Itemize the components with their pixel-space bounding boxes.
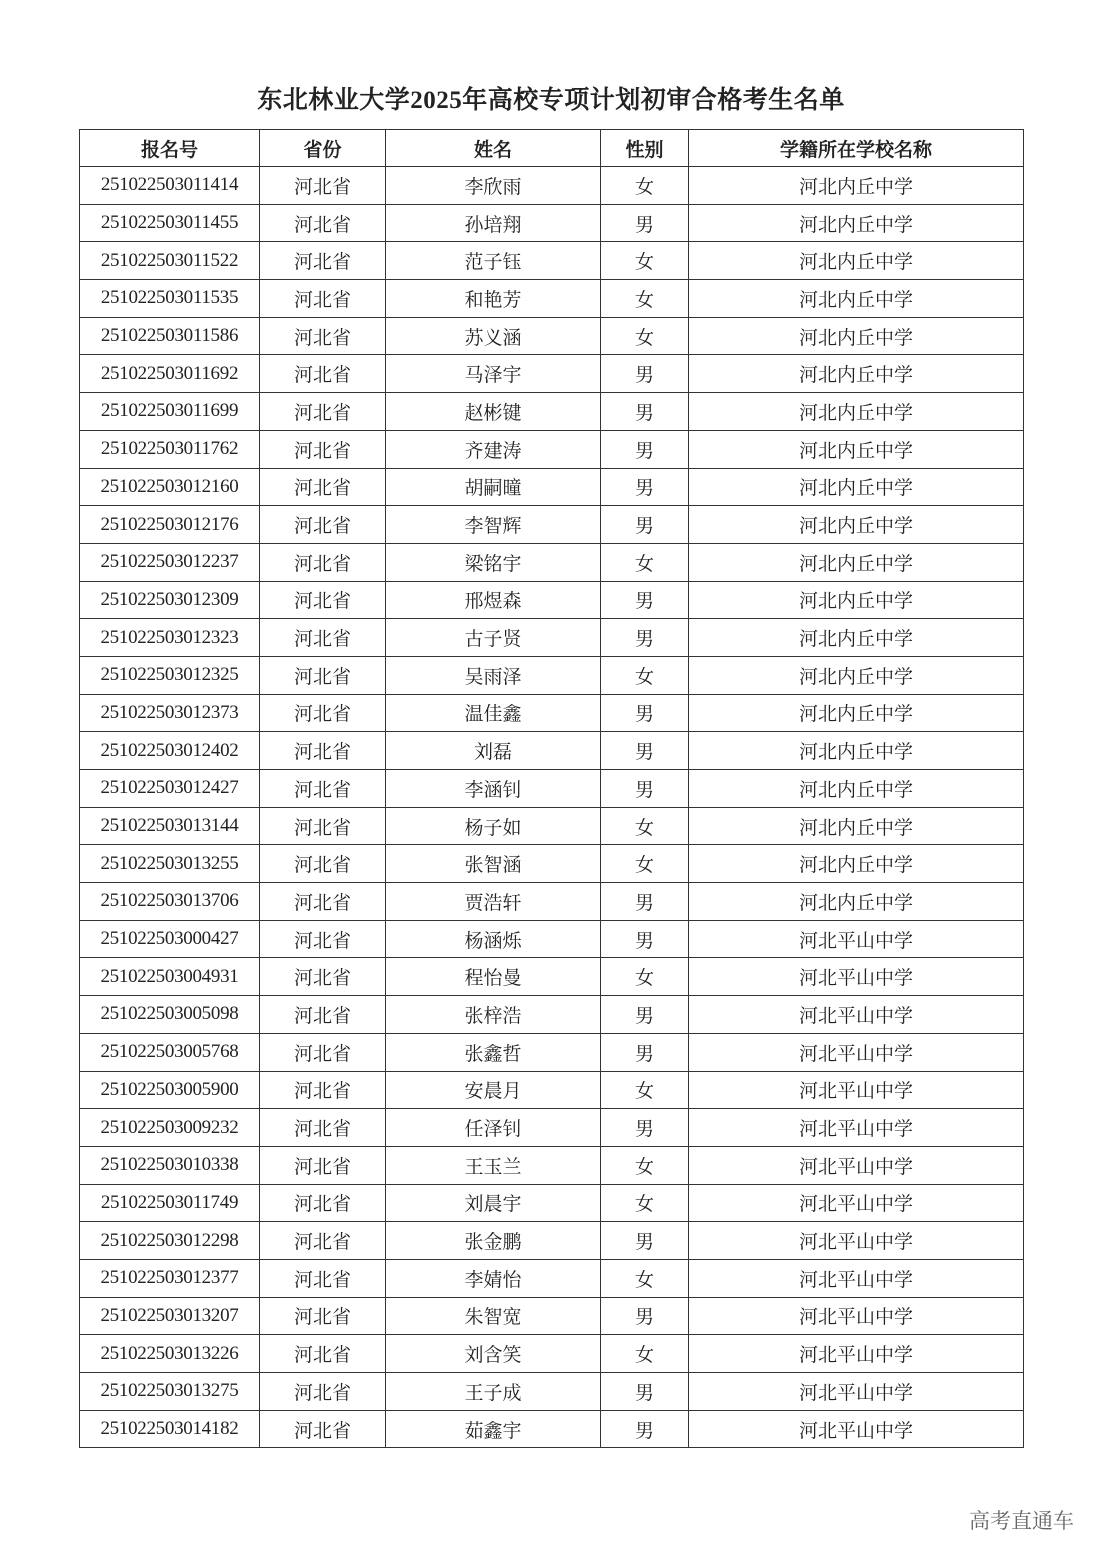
registration-number-cell: 251022503012298 <box>80 1222 260 1260</box>
province-cell: 河北省 <box>260 1222 386 1260</box>
school-cell: 河北平山中学 <box>689 1222 1024 1260</box>
gender-cell: 男 <box>601 430 689 468</box>
table-row <box>80 807 1024 845</box>
table-row <box>80 1373 1024 1411</box>
name-cell: 赵彬键 <box>386 393 601 431</box>
province-cell: 河北省 <box>260 506 386 544</box>
name-cell: 贾浩轩 <box>386 883 601 921</box>
registration-number-cell: 251022503012427 <box>80 770 260 808</box>
province-cell: 河北省 <box>260 732 386 770</box>
header-gender: 性别 <box>601 130 689 167</box>
gender-cell: 男 <box>601 1373 689 1411</box>
registration-number-cell: 251022503012160 <box>80 468 260 506</box>
registration-number-cell: 251022503012325 <box>80 656 260 694</box>
table-row <box>80 280 1024 318</box>
school-cell: 河北内丘中学 <box>689 242 1024 280</box>
registration-number-cell: 251022503005900 <box>80 1071 260 1109</box>
registration-number-cell: 251022503010338 <box>80 1146 260 1184</box>
registration-number-cell: 251022503011586 <box>80 317 260 355</box>
province-cell: 河北省 <box>260 1071 386 1109</box>
registration-number-cell: 251022503012309 <box>80 581 260 619</box>
registration-number-cell: 251022503012323 <box>80 619 260 657</box>
school-cell: 河北平山中学 <box>689 1109 1024 1147</box>
table-row <box>80 167 1024 205</box>
gender-cell: 女 <box>601 167 689 205</box>
table-row <box>80 430 1024 468</box>
province-cell: 河北省 <box>260 1146 386 1184</box>
name-cell: 梁铭宇 <box>386 543 601 581</box>
school-cell: 河北平山中学 <box>689 1410 1024 1448</box>
school-cell: 河北内丘中学 <box>689 694 1024 732</box>
registration-number-cell: 251022503011762 <box>80 430 260 468</box>
school-cell: 河北内丘中学 <box>689 845 1024 883</box>
province-cell: 河北省 <box>260 619 386 657</box>
table-row <box>80 1071 1024 1109</box>
province-cell: 河北省 <box>260 1033 386 1071</box>
school-cell: 河北内丘中学 <box>689 732 1024 770</box>
school-cell: 河北平山中学 <box>689 1071 1024 1109</box>
province-cell: 河北省 <box>260 656 386 694</box>
province-cell: 河北省 <box>260 845 386 883</box>
name-cell: 李欣雨 <box>386 167 601 205</box>
name-cell: 张金鹏 <box>386 1222 601 1260</box>
province-cell: 河北省 <box>260 543 386 581</box>
gender-cell: 女 <box>601 656 689 694</box>
table-row <box>80 204 1024 242</box>
school-cell: 河北内丘中学 <box>689 355 1024 393</box>
province-cell: 河北省 <box>260 468 386 506</box>
registration-number-cell: 251022503005098 <box>80 996 260 1034</box>
school-cell: 河北平山中学 <box>689 996 1024 1034</box>
school-cell: 河北内丘中学 <box>689 619 1024 657</box>
registration-number-cell: 251022503011749 <box>80 1184 260 1222</box>
province-cell: 河北省 <box>260 1335 386 1373</box>
name-cell: 杨子如 <box>386 807 601 845</box>
table-row <box>80 581 1024 619</box>
table-body <box>80 167 1024 1448</box>
header-school: 学籍所在学校名称 <box>689 130 1024 167</box>
school-cell: 河北内丘中学 <box>689 506 1024 544</box>
gender-cell: 男 <box>601 506 689 544</box>
province-cell: 河北省 <box>260 355 386 393</box>
registration-number-cell: 251022503004931 <box>80 958 260 996</box>
gender-cell: 女 <box>601 958 689 996</box>
registration-number-cell: 251022503000427 <box>80 920 260 958</box>
name-cell: 张鑫哲 <box>386 1033 601 1071</box>
name-cell: 和艳芳 <box>386 280 601 318</box>
gender-cell: 男 <box>601 393 689 431</box>
table-row <box>80 920 1024 958</box>
name-cell: 王子成 <box>386 1373 601 1411</box>
name-cell: 范子钰 <box>386 242 601 280</box>
table-row <box>80 732 1024 770</box>
school-cell: 河北平山中学 <box>689 1184 1024 1222</box>
province-cell: 河北省 <box>260 1373 386 1411</box>
table-row <box>80 317 1024 355</box>
school-cell: 河北内丘中学 <box>689 770 1024 808</box>
province-cell: 河北省 <box>260 1109 386 1147</box>
school-cell: 河北平山中学 <box>689 920 1024 958</box>
table-row <box>80 883 1024 921</box>
name-cell: 齐建涛 <box>386 430 601 468</box>
registration-number-cell: 251022503012402 <box>80 732 260 770</box>
registration-number-cell: 251022503013144 <box>80 807 260 845</box>
name-cell: 马泽宇 <box>386 355 601 393</box>
registration-number-cell: 251022503009232 <box>80 1109 260 1147</box>
registration-number-cell: 251022503011414 <box>80 167 260 205</box>
province-cell: 河北省 <box>260 1410 386 1448</box>
gender-cell: 男 <box>601 732 689 770</box>
name-cell: 王玉兰 <box>386 1146 601 1184</box>
gender-cell: 女 <box>601 242 689 280</box>
registration-number-cell: 251022503012176 <box>80 506 260 544</box>
province-cell: 河北省 <box>260 204 386 242</box>
school-cell: 河北内丘中学 <box>689 581 1024 619</box>
province-cell: 河北省 <box>260 167 386 205</box>
school-cell: 河北平山中学 <box>689 958 1024 996</box>
name-cell: 朱智宽 <box>386 1297 601 1335</box>
province-cell: 河北省 <box>260 430 386 468</box>
school-cell: 河北平山中学 <box>689 1335 1024 1373</box>
province-cell: 河北省 <box>260 581 386 619</box>
name-cell: 吴雨泽 <box>386 656 601 694</box>
province-cell: 河北省 <box>260 242 386 280</box>
table-row <box>80 619 1024 657</box>
gender-cell: 女 <box>601 1146 689 1184</box>
gender-cell: 男 <box>601 1222 689 1260</box>
name-cell: 刘含笑 <box>386 1335 601 1373</box>
name-cell: 苏义涵 <box>386 317 601 355</box>
registration-number-cell: 251022503011699 <box>80 393 260 431</box>
school-cell: 河北内丘中学 <box>689 317 1024 355</box>
name-cell: 孙培翔 <box>386 204 601 242</box>
school-cell: 河北内丘中学 <box>689 430 1024 468</box>
registration-number-cell: 251022503012377 <box>80 1259 260 1297</box>
school-cell: 河北内丘中学 <box>689 204 1024 242</box>
school-cell: 河北内丘中学 <box>689 393 1024 431</box>
table-row <box>80 845 1024 883</box>
table-row <box>80 694 1024 732</box>
province-cell: 河北省 <box>260 770 386 808</box>
table-row <box>80 506 1024 544</box>
name-cell: 张智涵 <box>386 845 601 883</box>
gender-cell: 男 <box>601 1410 689 1448</box>
province-cell: 河北省 <box>260 694 386 732</box>
gender-cell: 男 <box>601 1297 689 1335</box>
school-cell: 河北内丘中学 <box>689 543 1024 581</box>
table-row <box>80 1222 1024 1260</box>
registration-number-cell: 251022503014182 <box>80 1410 260 1448</box>
registration-number-cell: 251022503013255 <box>80 845 260 883</box>
gender-cell: 女 <box>601 317 689 355</box>
table-row <box>80 996 1024 1034</box>
table-row <box>80 1259 1024 1297</box>
gender-cell: 男 <box>601 770 689 808</box>
province-cell: 河北省 <box>260 1184 386 1222</box>
table-row <box>80 1033 1024 1071</box>
province-cell: 河北省 <box>260 393 386 431</box>
gender-cell: 男 <box>601 204 689 242</box>
school-cell: 河北内丘中学 <box>689 807 1024 845</box>
gender-cell: 男 <box>601 468 689 506</box>
name-cell: 任泽钊 <box>386 1109 601 1147</box>
registration-number-cell: 251022503012373 <box>80 694 260 732</box>
table-row <box>80 1109 1024 1147</box>
table-row <box>80 393 1024 431</box>
table-row <box>80 770 1024 808</box>
name-cell: 古子贤 <box>386 619 601 657</box>
gender-cell: 男 <box>601 355 689 393</box>
school-cell: 河北内丘中学 <box>689 883 1024 921</box>
table-row <box>80 468 1024 506</box>
table-row <box>80 1146 1024 1184</box>
registration-number-cell: 251022503011455 <box>80 204 260 242</box>
name-cell: 刘磊 <box>386 732 601 770</box>
table-row <box>80 1335 1024 1373</box>
name-cell: 刘晨宇 <box>386 1184 601 1222</box>
gender-cell: 男 <box>601 1033 689 1071</box>
gender-cell: 女 <box>601 1335 689 1373</box>
province-cell: 河北省 <box>260 280 386 318</box>
gender-cell: 女 <box>601 1259 689 1297</box>
gender-cell: 女 <box>601 807 689 845</box>
gender-cell: 女 <box>601 1184 689 1222</box>
school-cell: 河北平山中学 <box>689 1297 1024 1335</box>
school-cell: 河北内丘中学 <box>689 656 1024 694</box>
gender-cell: 男 <box>601 581 689 619</box>
school-cell: 河北平山中学 <box>689 1259 1024 1297</box>
table-row <box>80 242 1024 280</box>
province-cell: 河北省 <box>260 1259 386 1297</box>
registration-number-cell: 251022503005768 <box>80 1033 260 1071</box>
table-row <box>80 958 1024 996</box>
candidate-table <box>79 129 1024 1448</box>
name-cell: 李涵钊 <box>386 770 601 808</box>
gender-cell: 女 <box>601 543 689 581</box>
school-cell: 河北内丘中学 <box>689 468 1024 506</box>
header-registration-number: 报名号 <box>80 130 260 167</box>
gender-cell: 男 <box>601 996 689 1034</box>
province-cell: 河北省 <box>260 317 386 355</box>
table-row <box>80 1297 1024 1335</box>
registration-number-cell: 251022503012237 <box>80 543 260 581</box>
province-cell: 河北省 <box>260 920 386 958</box>
name-cell: 李婧怡 <box>386 1259 601 1297</box>
province-cell: 河北省 <box>260 1297 386 1335</box>
gender-cell: 男 <box>601 883 689 921</box>
table-row <box>80 1410 1024 1448</box>
name-cell: 安晨月 <box>386 1071 601 1109</box>
table-row <box>80 656 1024 694</box>
gender-cell: 男 <box>601 920 689 958</box>
gender-cell: 女 <box>601 845 689 883</box>
header-province: 省份 <box>260 130 386 167</box>
name-cell: 邢煜森 <box>386 581 601 619</box>
table-row <box>80 355 1024 393</box>
province-cell: 河北省 <box>260 807 386 845</box>
registration-number-cell: 251022503011692 <box>80 355 260 393</box>
name-cell: 程怡曼 <box>386 958 601 996</box>
school-cell: 河北平山中学 <box>689 1033 1024 1071</box>
document-title: 东北林业大学2025年高校专项计划初审合格考生名单 <box>257 87 845 114</box>
registration-number-cell: 251022503013207 <box>80 1297 260 1335</box>
name-cell: 张梓浩 <box>386 996 601 1034</box>
registration-number-cell: 251022503013226 <box>80 1335 260 1373</box>
header-name: 姓名 <box>386 130 601 167</box>
gender-cell: 女 <box>601 280 689 318</box>
gender-cell: 男 <box>601 694 689 732</box>
registration-number-cell: 251022503013275 <box>80 1373 260 1411</box>
province-cell: 河北省 <box>260 996 386 1034</box>
name-cell: 温佳鑫 <box>386 694 601 732</box>
province-cell: 河北省 <box>260 883 386 921</box>
table-row <box>80 1184 1024 1222</box>
province-cell: 河北省 <box>260 958 386 996</box>
registration-number-cell: 251022503013706 <box>80 883 260 921</box>
name-cell: 杨涵烁 <box>386 920 601 958</box>
registration-number-cell: 251022503011522 <box>80 242 260 280</box>
gender-cell: 男 <box>601 619 689 657</box>
school-cell: 河北平山中学 <box>689 1373 1024 1411</box>
name-cell: 李智辉 <box>386 506 601 544</box>
name-cell: 茹鑫宇 <box>386 1410 601 1448</box>
registration-number-cell: 251022503011535 <box>80 280 260 318</box>
school-cell: 河北内丘中学 <box>689 280 1024 318</box>
watermark: 高考直通车 <box>969 1509 1074 1533</box>
table-header-row <box>80 130 1024 167</box>
school-cell: 河北平山中学 <box>689 1146 1024 1184</box>
gender-cell: 女 <box>601 1071 689 1109</box>
school-cell: 河北内丘中学 <box>689 167 1024 205</box>
name-cell: 胡嗣曈 <box>386 468 601 506</box>
gender-cell: 男 <box>601 1109 689 1147</box>
table-row <box>80 543 1024 581</box>
